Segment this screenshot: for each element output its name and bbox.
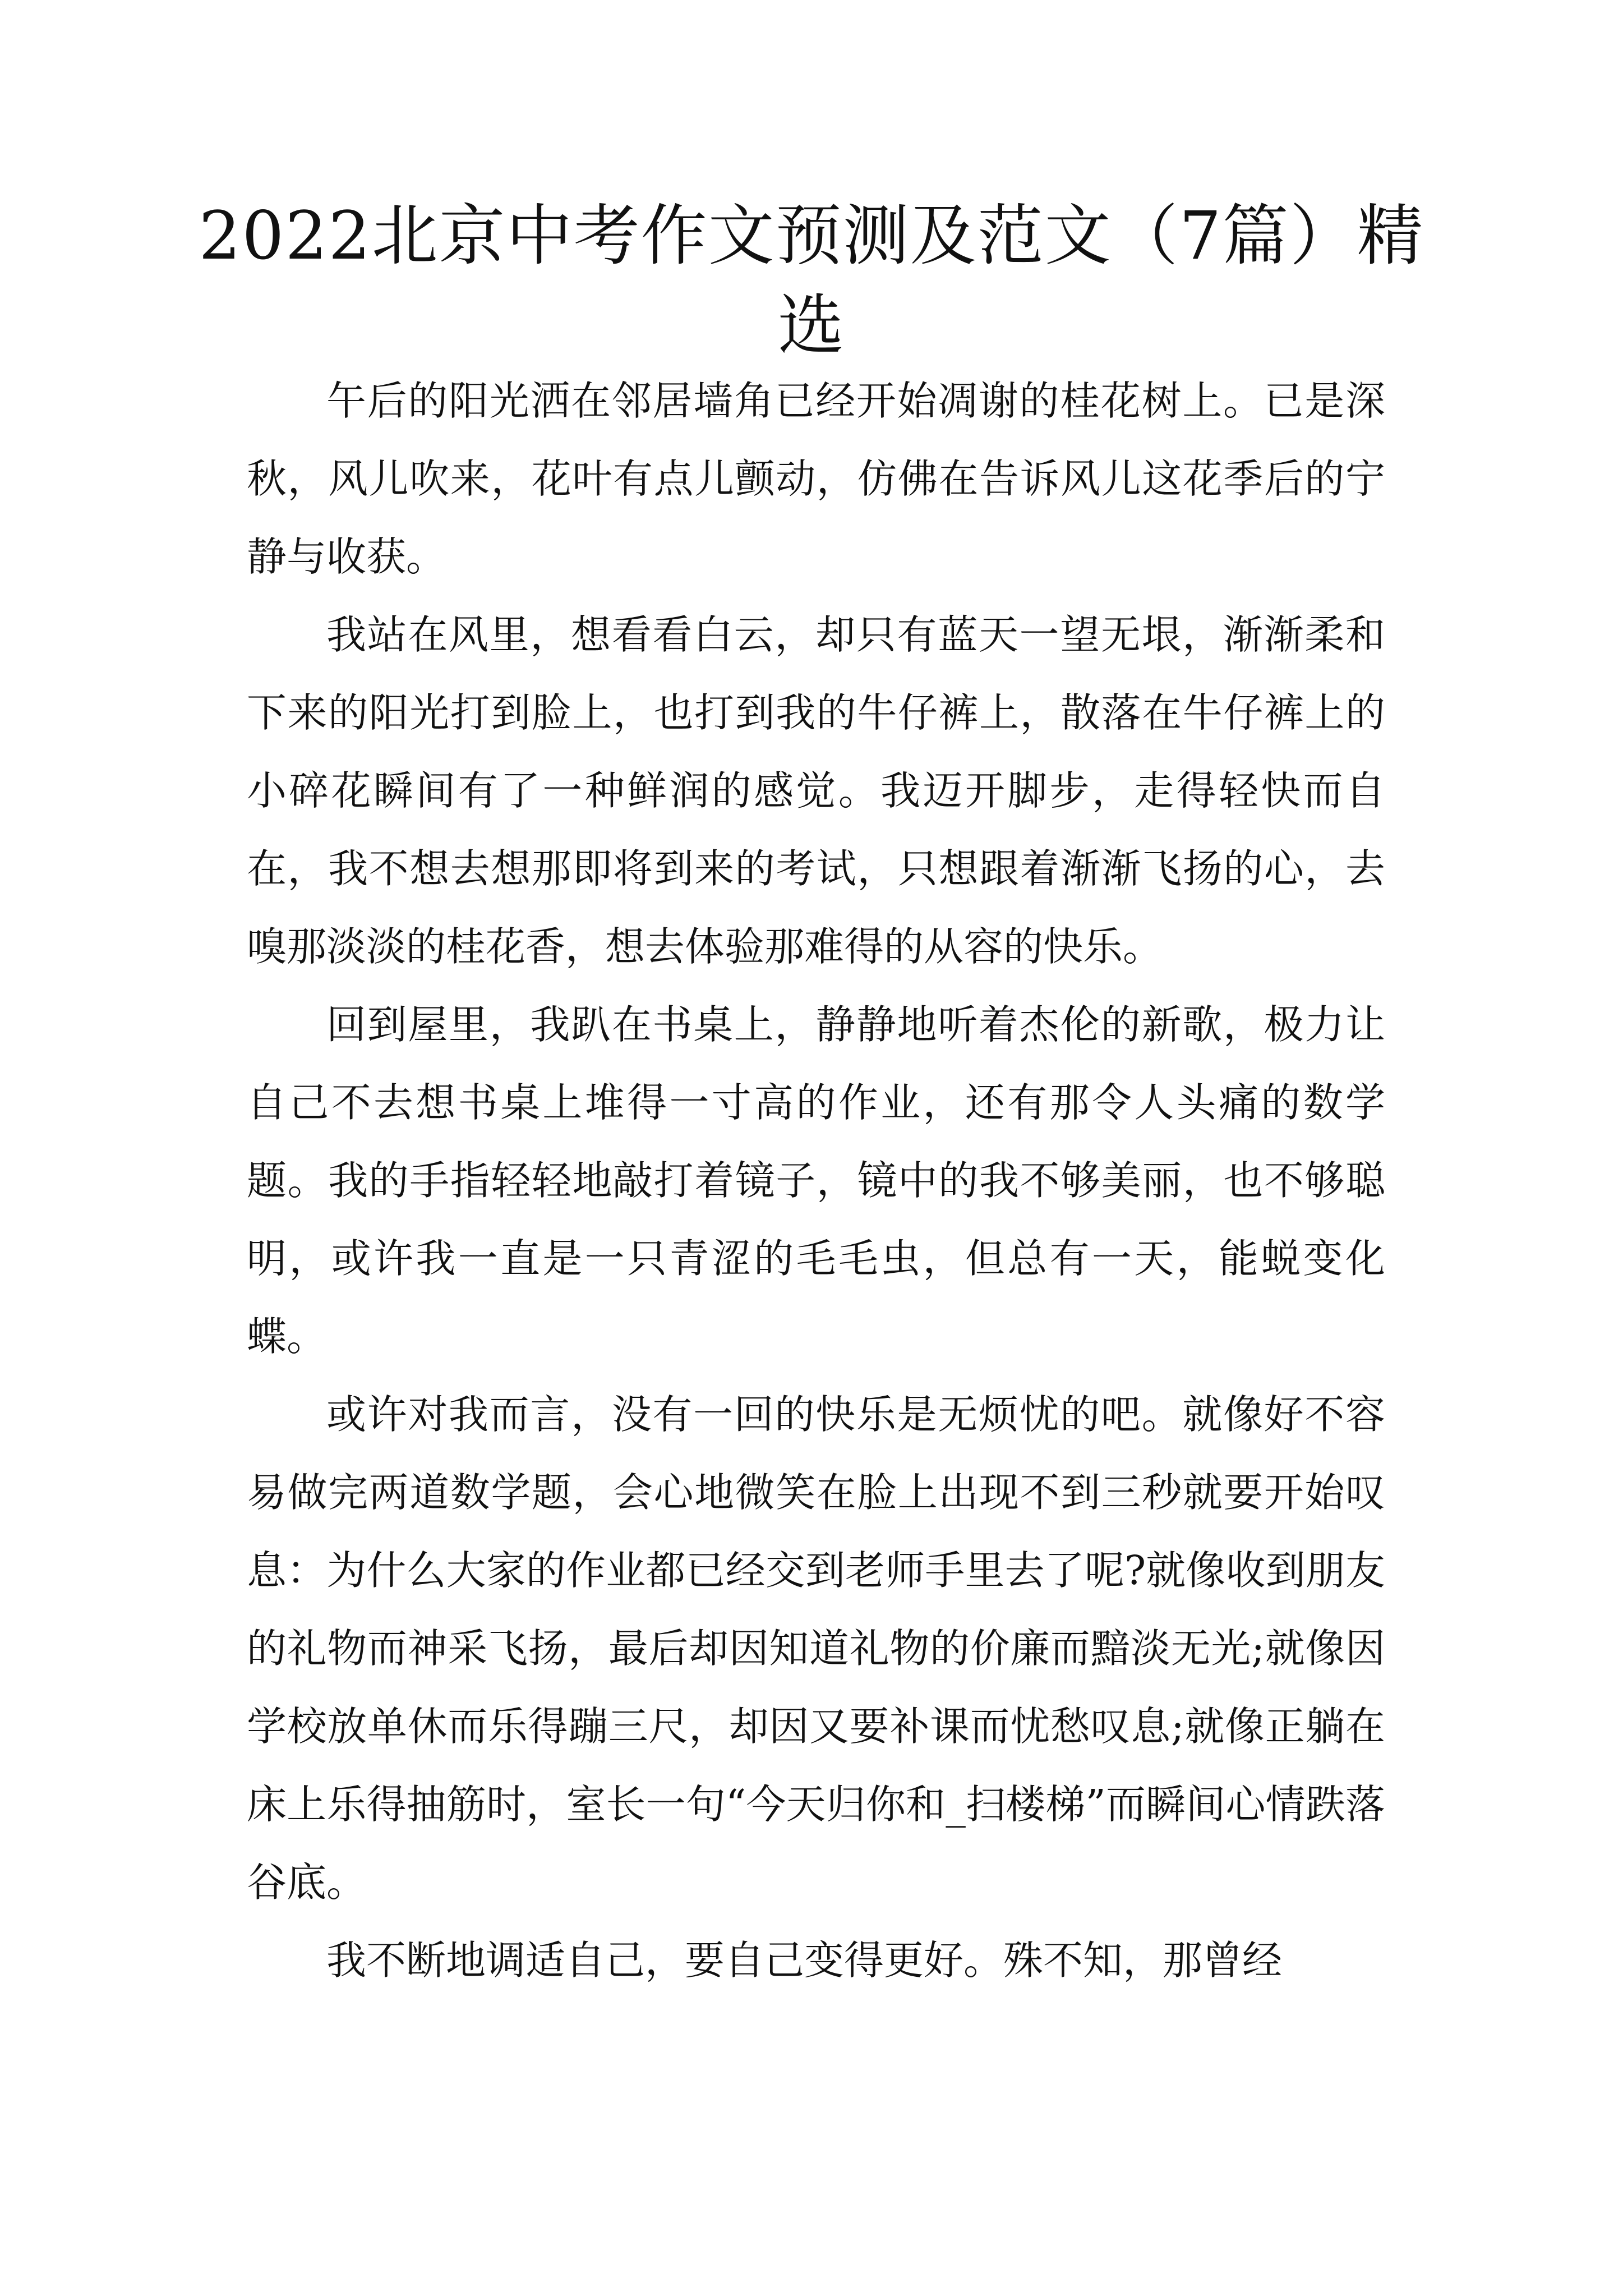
paragraph-4: 或许对我而言，没有一回的快乐是无烦忧的吧。就像好不容易做完两道数学题，会心地微笑在脸上出现不到三秒就要开始叹息：为什么大家的作业都已经交到老师手里去了呢?就像收到朋友的礼物而神采飞扬，最后却因知道礼物的价廉而黯淡无光;就像因学校放单休而乐得蹦三尺，却因又要补课而忧愁叹息;就像正躺在床上乐得抽筋时，室长一句“今天归你和_扫楼梯”而瞬间心情跌落谷底。 <box>247 1391 1385 1906</box>
paragraph-3: 回到屋里，我趴在书桌上，静静地听着杰伦的新歌，极力让自己不去想书桌上堆得一寸高的作业，还有那令人头痛的数学题。我的手指轻轻地敲打着镜子，镜中的我不够美丽，也不够聪明，或许我一直是一只青涩的毛毛虫，但总有一天，能蜕变化蝶。 <box>247 1001 1385 1360</box>
paragraph-5: 我不断地调适自己，要自己变得更好。殊不知，那曾经 <box>326 1937 1283 1984</box>
paragraph-2: 我站在风里，想看看白云，却只有蓝天一望无垠，渐渐柔和下来的阳光打到脸上，也打到我的牛仔裤上，散落在牛仔裤上的小碎花瞬间有了一种鲜润的感觉。我迈开脚步，走得轻快而自在，我不想去想那即将到来的考试，只想跟着渐渐飞扬的心，去嗅那淡淡的桂花香，想去体验那难得的从容的快乐。 <box>247 611 1385 970</box>
paragraph-1: 午后的阳光洒在邻居墙角已经开始凋谢的桂花树上。已是深秋，风儿吹来，花叶有点儿颤动，仿佛在告诉风儿这花季后的宁静与收获。 <box>247 378 1385 580</box>
document-body <box>247 362 1385 1999</box>
document-title: 2022北京中考作文预测及范文（7篇）精选 <box>199 197 1424 364</box>
